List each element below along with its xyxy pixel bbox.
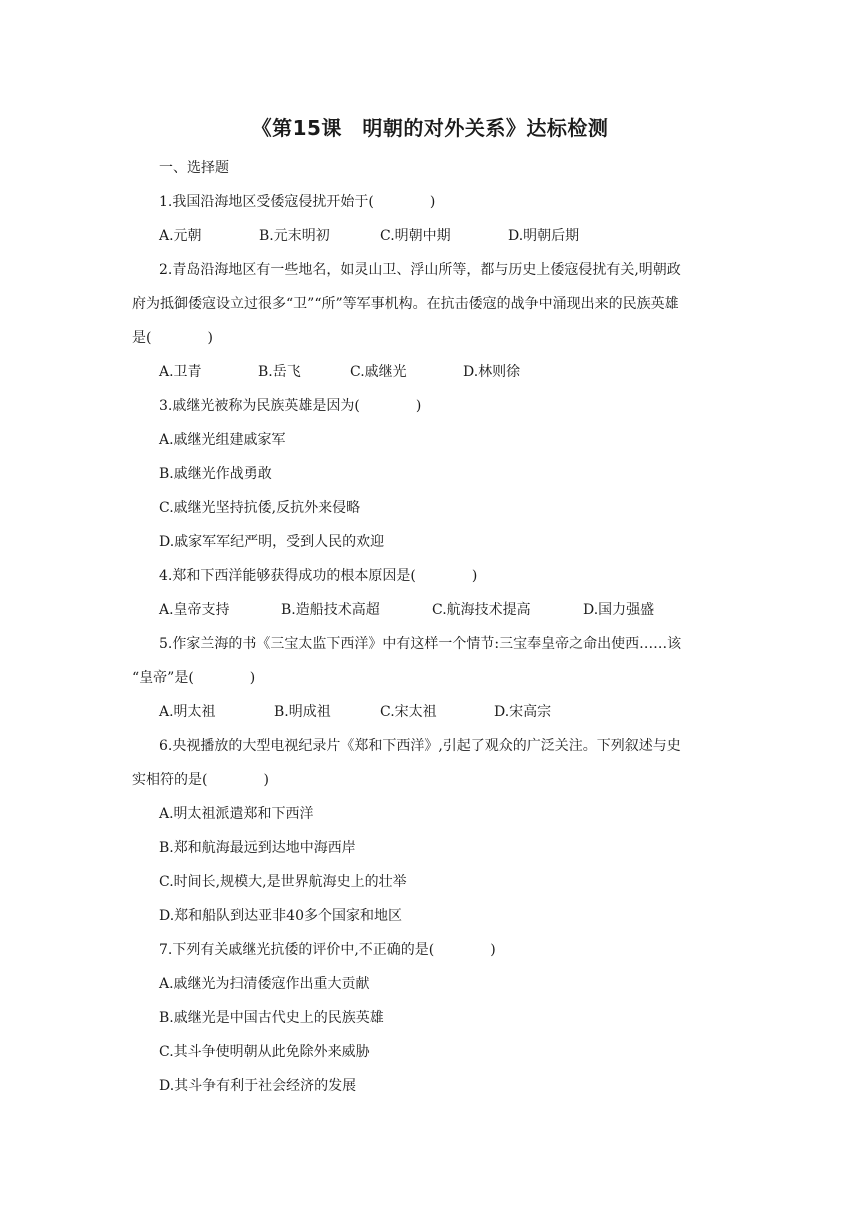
question-6-continued: 实相符的是( ) [132, 772, 269, 788]
option: C.明朝中期 [380, 228, 451, 244]
option: A.戚继光组建戚家军 [159, 432, 286, 448]
option: D.郑和船队到达亚非40多个国家和地区 [159, 908, 402, 924]
question-3: 3.戚继光被称为民族英雄是因为( ) [159, 398, 422, 414]
option: A.戚继光为扫清倭寇作出重大贡献 [159, 976, 370, 992]
question-1-options [132, 219, 732, 253]
question-1: 1.我国沿海地区受倭寇侵扰开始于( ) [159, 194, 436, 210]
section-heading: 一、选择题 [159, 160, 229, 176]
option: B.元末明初 [259, 228, 330, 244]
option: A.卫青 [159, 364, 202, 380]
question-2-options [132, 355, 732, 389]
option: D.林则徐 [463, 364, 521, 380]
question-4-options [132, 593, 732, 627]
option: D.宋高宗 [494, 704, 552, 720]
question-5-continued: “皇帝”是( ) [132, 670, 256, 686]
option: D.国力强盛 [583, 602, 655, 618]
quiz-content [132, 151, 732, 1103]
question-2: 2.青岛沿海地区有一些地名，如灵山卫、浮山所等，都与历史上倭寇侵扰有关,明朝政 [159, 262, 681, 278]
question-6: 6.央视播放的大型电视纪录片《郑和下西洋》,引起了观众的广泛关注。下列叙述与史 [159, 738, 681, 754]
question-2-continued: 是( ) [132, 330, 213, 346]
option: B.戚继光是中国古代史上的民族英雄 [159, 1010, 384, 1026]
option: A.皇帝支持 [159, 602, 230, 618]
option: D.明朝后期 [508, 228, 580, 244]
option: A.明太祖派遣郑和下西洋 [159, 806, 314, 822]
option: B.戚继光作战勇敢 [159, 466, 272, 482]
option: C.戚继光 [350, 364, 407, 380]
option: B.岳飞 [258, 364, 301, 380]
option: D.其斗争有利于社会经济的发展 [159, 1078, 357, 1094]
option: A.元朝 [159, 228, 202, 244]
question-5: 5.作家兰海的书《三宝太监下西洋》中有这样一个情节:三宝奉皇帝之命出使西……该 [159, 636, 682, 652]
option: A.明太祖 [159, 704, 216, 720]
option: C.戚继光坚持抗倭,反抗外来侵略 [159, 500, 361, 516]
option: C.时间长,规模大,是世界航海史上的壮举 [159, 874, 407, 890]
option: C.宋太祖 [380, 704, 437, 720]
question-7: 7.下列有关戚继光抗倭的评价中,不正确的是( ) [159, 942, 496, 958]
option: B.郑和航海最远到达地中海西岸 [159, 840, 356, 856]
option: C.航海技术提高 [432, 602, 531, 618]
option: C.其斗争使明朝从此免除外来威胁 [159, 1044, 370, 1060]
question-4: 4.郑和下西洋能够获得成功的根本原因是( ) [159, 568, 478, 584]
option: D.戚家军军纪严明，受到人民的欢迎 [159, 534, 385, 550]
option: B.造船技术高超 [281, 602, 380, 618]
question-5-options [132, 695, 732, 729]
document-title: 《第15课 明朝的对外关系》达标检测 [251, 116, 609, 140]
option: B.明成祖 [274, 704, 331, 720]
question-2-continued: 府为抵御倭寇设立过很多“卫”“所”等军事机构。在抗击倭寇的战争中涌现出来的民族英雄 [132, 296, 679, 312]
